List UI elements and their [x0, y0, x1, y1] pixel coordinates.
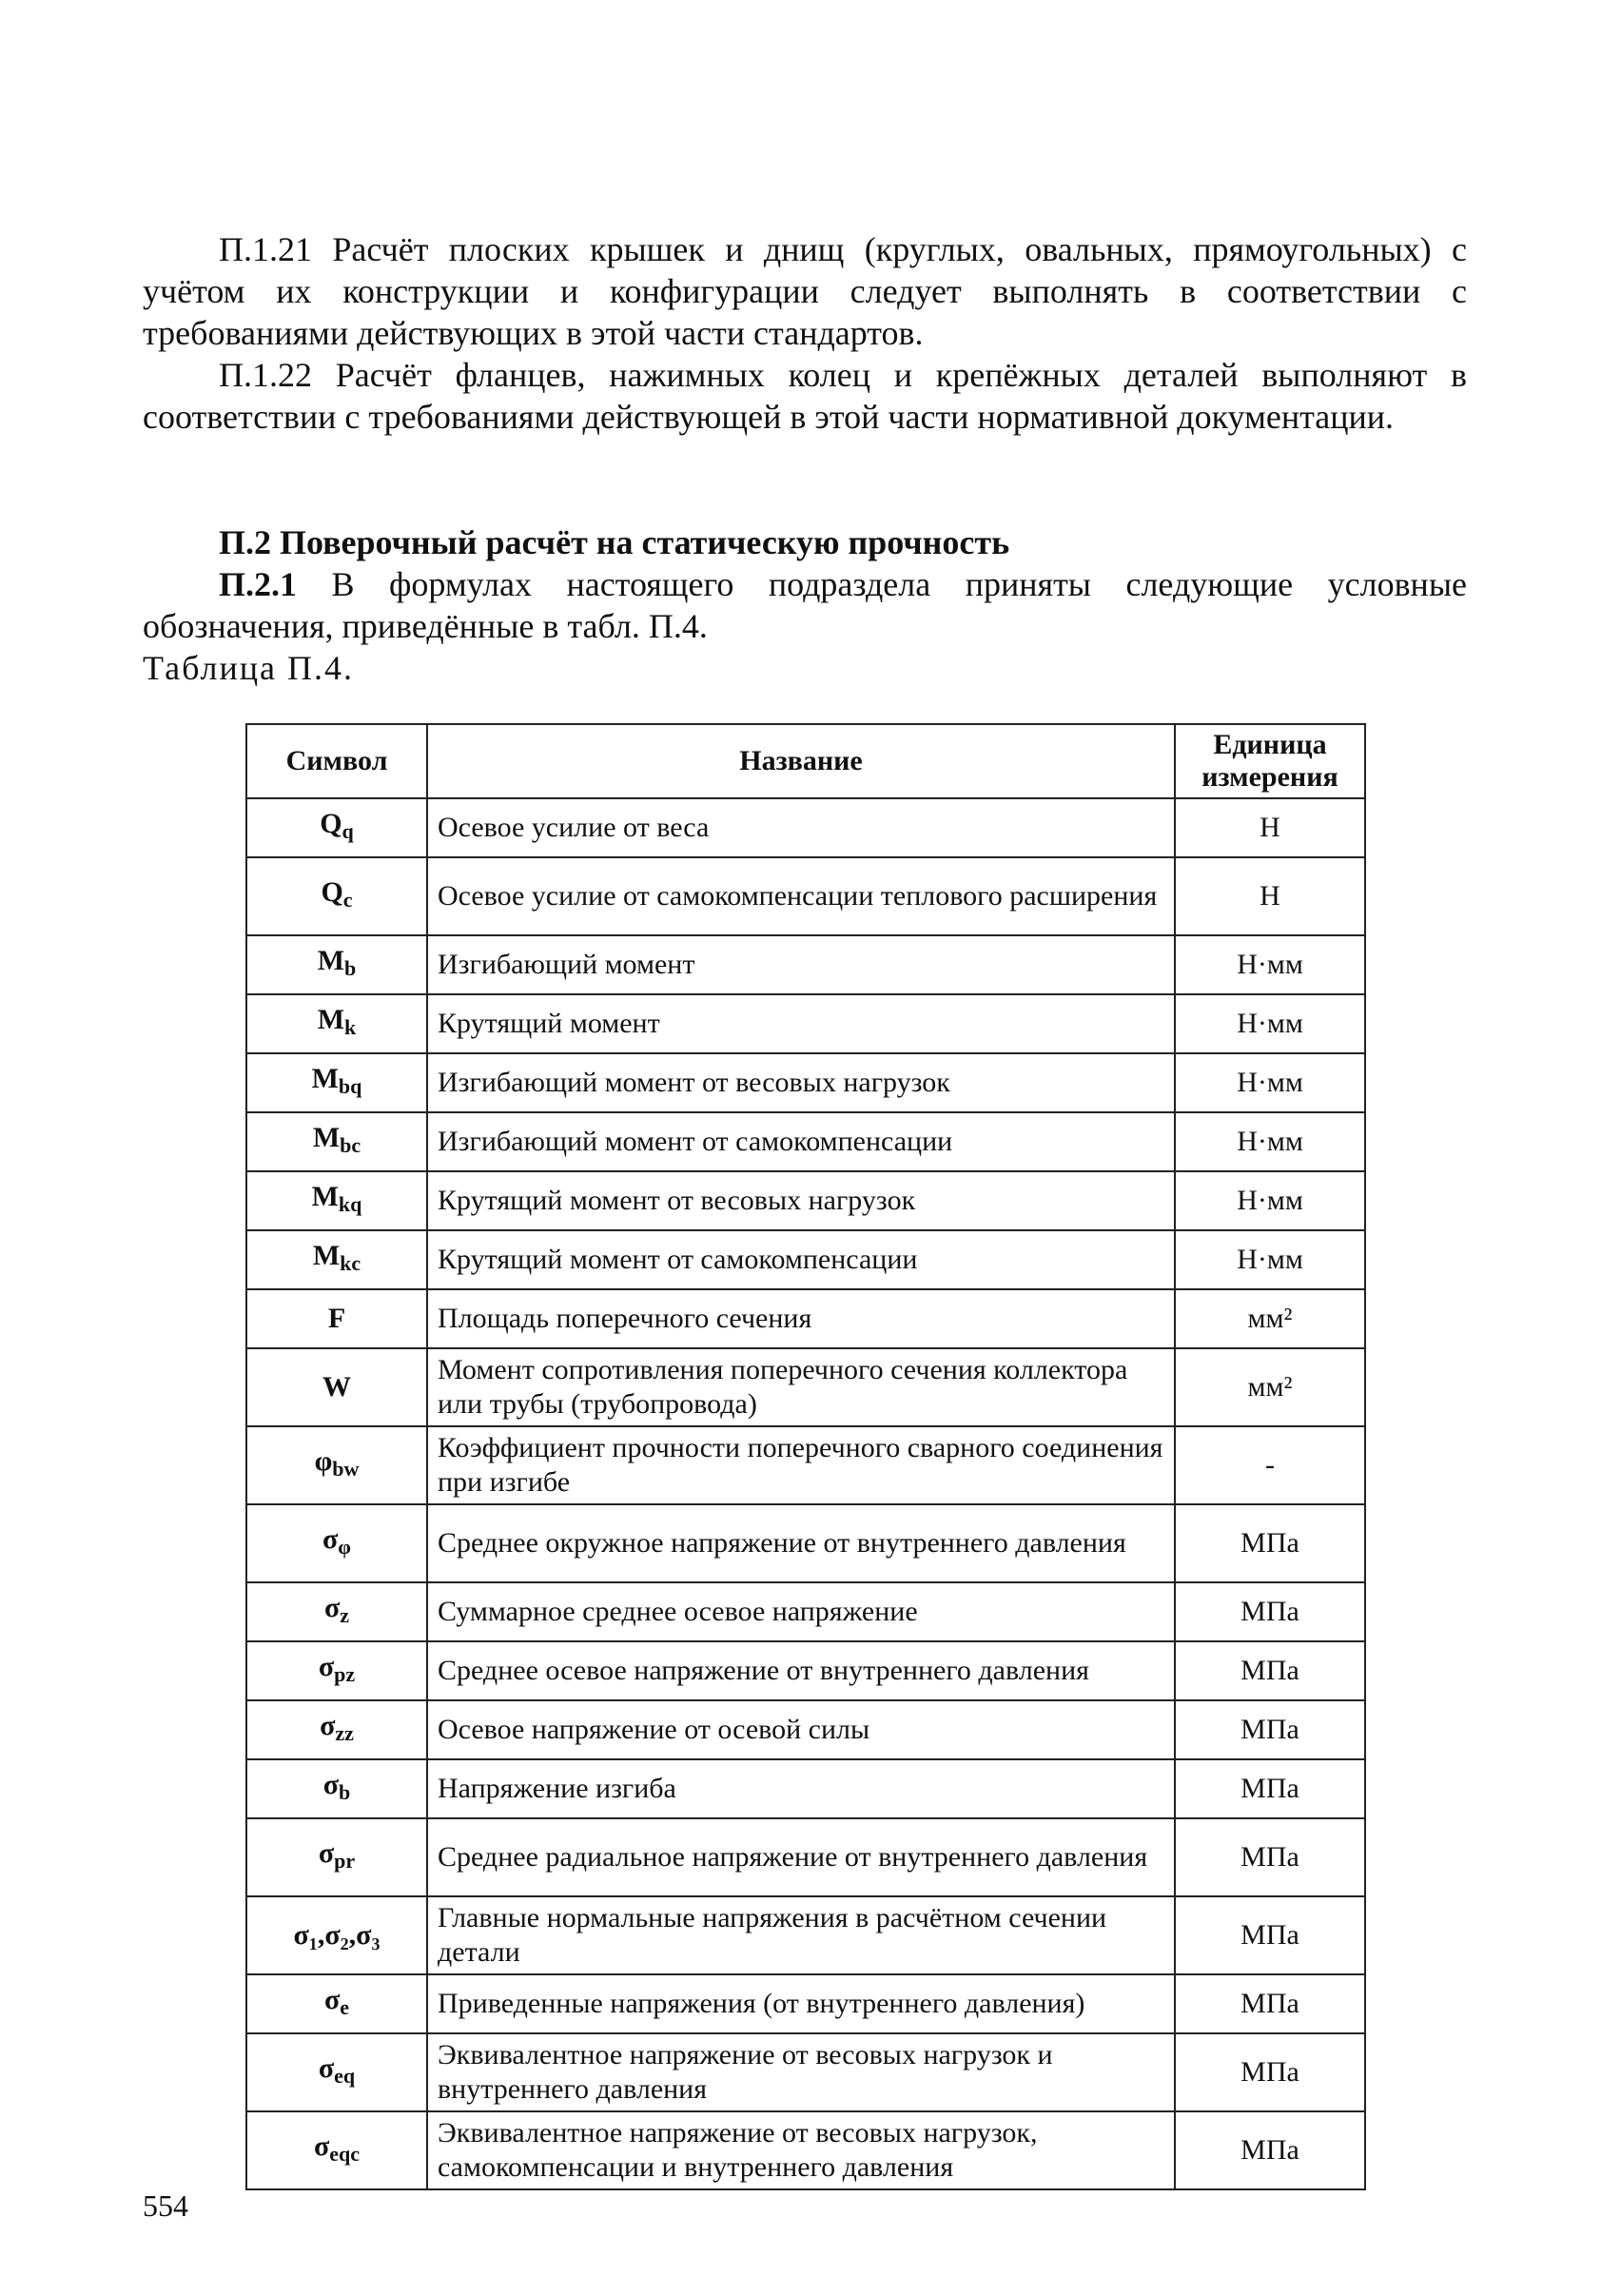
- symbol-cell: [246, 1974, 427, 2033]
- table-row: [246, 1759, 1365, 1818]
- symbol-subscript: kc: [340, 1251, 361, 1275]
- name-cell: Главные нормальные напряжения в расчётном сечении детали: [427, 1896, 1175, 1974]
- name-cell: Крутящий момент: [427, 994, 1175, 1053]
- table-row: [246, 1426, 1365, 1504]
- symbol-cell: [246, 2033, 427, 2111]
- table-body: [246, 798, 1365, 2189]
- symbol-subscript: k: [344, 1015, 357, 1039]
- table-row: [246, 1230, 1365, 1289]
- unit-cell: МПа: [1175, 1582, 1365, 1641]
- symbol-base: M: [312, 1240, 341, 1271]
- symbol-base: Q: [320, 808, 342, 839]
- symbol-cell: [246, 798, 427, 857]
- symbol-cell: [246, 1053, 427, 1112]
- unit-cell: Н: [1175, 857, 1365, 935]
- parameters-table: [245, 723, 1366, 2190]
- table-row: [246, 1348, 1365, 1426]
- unit-cell: мм²: [1175, 1289, 1365, 1348]
- symbol-cell: [246, 1289, 427, 1348]
- table-row: [246, 857, 1365, 935]
- name-cell: Среднее радиальное напряжение от внутреннего давления: [427, 1818, 1175, 1896]
- table-row: [246, 798, 1365, 857]
- symbol-cell: [246, 857, 427, 935]
- symbol-cell: [246, 1896, 427, 1974]
- name-cell: Суммарное среднее осевое напряжение: [427, 1582, 1175, 1641]
- table-header-row: [246, 724, 1365, 798]
- symbol-base: σ: [322, 1769, 340, 1800]
- unit-cell: Н: [1175, 798, 1365, 857]
- table-row: [246, 1582, 1365, 1641]
- symbol-cell: [246, 1504, 427, 1582]
- name-cell: Изгибающий момент: [427, 935, 1175, 994]
- unit-cell: Н·мм: [1175, 935, 1365, 994]
- name-cell: Напряжение изгиба: [427, 1759, 1175, 1818]
- table-row: [246, 1641, 1365, 1700]
- symbol-base: σ₁,σ₂,σ₃: [293, 1919, 381, 1951]
- unit-cell: МПа: [1175, 1818, 1365, 1896]
- name-cell: Среднее окружное напряжение от внутреннего давления: [427, 1504, 1175, 1582]
- symbol-cell: [246, 1112, 427, 1171]
- unit-cell: Н·мм: [1175, 1230, 1365, 1289]
- name-cell: Приведенные напряжения (от внутреннего давления): [427, 1974, 1175, 2033]
- unit-cell: Н·мм: [1175, 1112, 1365, 1171]
- symbol-base: M: [317, 1004, 345, 1035]
- symbol-cell: [246, 935, 427, 994]
- unit-cell: мм²: [1175, 1348, 1365, 1426]
- table-row: [246, 1053, 1365, 1112]
- paragraph-text: П.1.21 Расчёт плоских крышек и днищ (круглых, овальных, прямоугольных) с учётом их конструкции и конфигурации следует выполнять в соответствии с требованиями действующих в этой части стандартов.: [143, 230, 1467, 352]
- unit-cell: МПа: [1175, 1700, 1365, 1759]
- symbol-subscript: bw: [332, 1457, 360, 1481]
- symbol-subscript: pr: [334, 1849, 356, 1873]
- name-cell: Изгибающий момент от весовых нагрузок: [427, 1053, 1175, 1112]
- symbol-base: φ: [314, 1445, 333, 1477]
- table-row: [246, 1700, 1365, 1759]
- symbol-cell: [246, 1426, 427, 1504]
- symbol-subscript: e: [340, 1995, 350, 2019]
- unit-cell: Н·мм: [1175, 994, 1365, 1053]
- symbol-base: Q: [321, 876, 343, 908]
- symbol-subscript: z: [340, 1603, 350, 1627]
- symbol-subscript: bc: [340, 1133, 361, 1157]
- name-cell: Эквивалентное напряжение от весовых нагрузок и внутреннего давления: [427, 2033, 1175, 2111]
- paragraph-p1-21: [143, 228, 1467, 354]
- header-name: Название: [427, 724, 1175, 798]
- section-heading: П.2 Поверочный расчёт на статическую прочность: [219, 523, 1010, 561]
- symbol-base: M: [312, 1122, 341, 1153]
- table-row: [246, 994, 1365, 1053]
- paragraph-text: П.1.22 Расчёт фланцев, нажимных колец и крепёжных деталей выполняют в соответствии с требованиями действующей в этой части нормативной документации.: [143, 356, 1467, 436]
- unit-cell: Н·мм: [1175, 1171, 1365, 1230]
- symbol-subscript: eq: [334, 2064, 356, 2088]
- table-row: [246, 1289, 1365, 1348]
- symbol-base: M: [311, 1063, 339, 1094]
- symbol-base: σ: [313, 2130, 330, 2162]
- table-row: [246, 935, 1365, 994]
- unit-cell: МПа: [1175, 1759, 1365, 1818]
- symbol-base: M: [317, 945, 345, 976]
- symbol-base: σ: [323, 1984, 341, 2015]
- symbol-subscript: eqc: [329, 2142, 361, 2166]
- header-unit: Единица измерения: [1175, 724, 1365, 798]
- name-cell: Площадь поперечного сечения: [427, 1289, 1175, 1348]
- name-cell: Осевое усилие от самокомпенсации теплового расширения: [427, 857, 1175, 935]
- header-symbol: Символ: [246, 724, 427, 798]
- symbol-subscript: kq: [338, 1192, 362, 1216]
- table-row: [246, 1818, 1365, 1896]
- symbol-cell: [246, 2111, 427, 2189]
- symbol-base: F: [327, 1303, 346, 1334]
- symbol-subscript: q: [342, 819, 354, 843]
- name-cell: Осевое напряжение от осевой силы: [427, 1700, 1175, 1759]
- name-cell: Коэффициент прочности поперечного сварного соединения при изгибе: [427, 1426, 1175, 1504]
- unit-cell: Н·мм: [1175, 1053, 1365, 1112]
- symbol-cell: [246, 1582, 427, 1641]
- symbol-base: σ: [318, 1837, 335, 1869]
- parameters-table-wrapper: [245, 723, 1364, 2190]
- symbol-subscript: φ: [338, 1535, 352, 1559]
- symbol-subscript: b: [344, 956, 357, 980]
- symbol-base: σ: [318, 1651, 335, 1682]
- subsection-number: П.2.1: [219, 565, 298, 603]
- symbol-cell: [246, 1171, 427, 1230]
- symbol-base: σ: [320, 1710, 336, 1741]
- symbol-base: σ: [323, 1592, 341, 1623]
- name-cell: Крутящий момент от самокомпенсации: [427, 1230, 1175, 1289]
- table-row: [246, 1504, 1365, 1582]
- paragraph-text: [143, 563, 1467, 647]
- symbol-subscript: b: [339, 1780, 351, 1804]
- symbol-subscript: pz: [334, 1662, 356, 1686]
- symbol-subscript: bq: [338, 1074, 362, 1098]
- symbol-cell: [246, 1759, 427, 1818]
- unit-cell: МПа: [1175, 1641, 1365, 1700]
- symbol-base: M: [311, 1181, 339, 1212]
- name-cell: Среднее осевое напряжение от внутреннего давления: [427, 1641, 1175, 1700]
- page-number: 554: [143, 2188, 188, 2223]
- unit-cell: МПа: [1175, 1896, 1365, 1974]
- symbol-cell: [246, 1700, 427, 1759]
- symbol-base: σ: [322, 1523, 339, 1555]
- symbol-cell: [246, 1818, 427, 1896]
- name-cell: Осевое усилие от веса: [427, 798, 1175, 857]
- table-row: [246, 1974, 1365, 2033]
- symbol-subscript: c: [342, 888, 353, 912]
- name-cell: Крутящий момент от весовых нагрузок: [427, 1171, 1175, 1230]
- symbol-base: σ: [318, 2052, 335, 2084]
- symbol-cell: [246, 1230, 427, 1289]
- unit-cell: -: [1175, 1426, 1365, 1504]
- symbol-cell: [246, 1641, 427, 1700]
- table-caption: Таблица П.4.: [143, 649, 354, 687]
- symbol-cell: [246, 994, 427, 1053]
- table-row: [246, 1896, 1365, 1974]
- paragraph-p2-1: [143, 563, 1467, 647]
- symbol-cell: [246, 1348, 427, 1426]
- symbol-subscript: zz: [335, 1721, 354, 1745]
- unit-cell: МПа: [1175, 1504, 1365, 1582]
- name-cell: Эквивалентное напряжение от весовых нагрузок, самокомпенсации и внутреннего давления: [427, 2111, 1175, 2189]
- unit-cell: МПа: [1175, 2033, 1365, 2111]
- name-cell: Изгибающий момент от самокомпенсации: [427, 1112, 1175, 1171]
- table-row: [246, 2033, 1365, 2111]
- table-row: [246, 1112, 1365, 1171]
- subsection-text: В формулах настоящего подраздела приняты следующие условные обозначения, приведённые в табл. П.4.: [143, 565, 1467, 645]
- table-row: [246, 2111, 1365, 2189]
- symbol-base: W: [322, 1371, 351, 1403]
- table-row: [246, 1171, 1365, 1230]
- name-cell: Момент сопротивления поперечного сечения коллектора или трубы (трубопровода): [427, 1348, 1175, 1426]
- unit-cell: МПа: [1175, 1974, 1365, 2033]
- unit-cell: МПа: [1175, 2111, 1365, 2189]
- paragraph-p1-22: [143, 354, 1467, 438]
